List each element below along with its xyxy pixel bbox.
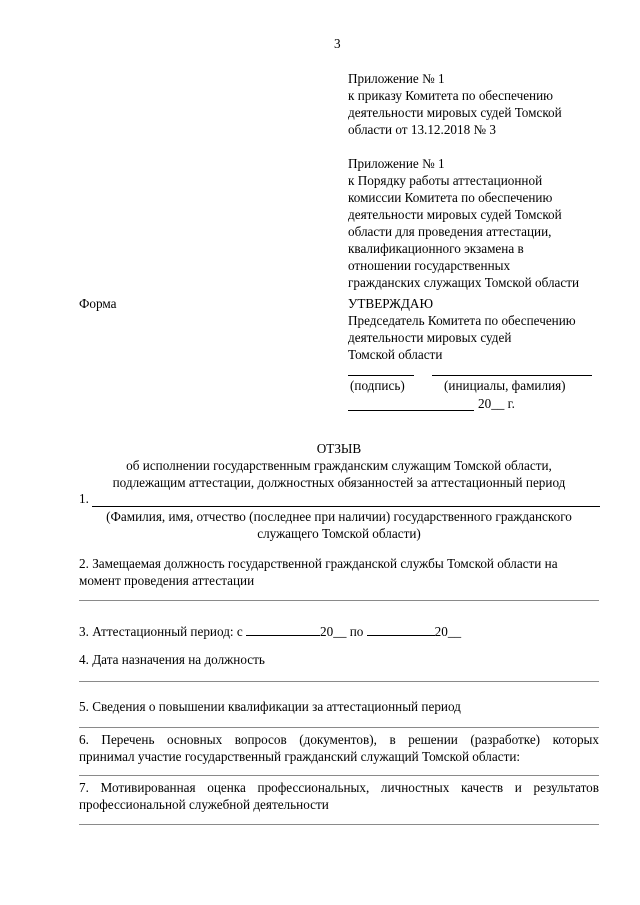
item-1-caption-line: служащего Томской области): [257, 526, 421, 541]
appendix-1-line: к приказу Комитета по обеспечению: [348, 88, 554, 103]
item-3-to-field[interactable]: [367, 622, 435, 636]
appendix-1-line: Приложение № 1: [348, 71, 445, 86]
review-subtitle-line: об исполнении государственным гражданским служащим Томской области,: [126, 458, 552, 473]
item-3-year-from: 20__: [320, 624, 347, 639]
item-5-text: 5. Сведения о повышении квалификации за аттестационный период: [79, 699, 461, 714]
item-2-line: момент проведения аттестации: [79, 573, 255, 588]
item-6-line: принимал участие государственный гражданский служащий Томской области:: [79, 749, 521, 764]
appendix-2-line: деятельности мировых судей Томской: [348, 207, 562, 222]
item-4-text: 4. Дата назначения на должность: [79, 652, 265, 667]
signature-line: [348, 375, 414, 376]
item-3-from-field[interactable]: [246, 622, 320, 636]
item-3: [79, 622, 461, 640]
name-caption: (инициалы, фамилия): [444, 378, 566, 393]
approve-year: 20__ г.: [478, 396, 515, 411]
approve-title: УТВЕРЖДАЮ: [348, 296, 434, 311]
item-2-fill-line[interactable]: [79, 600, 599, 601]
appendix-1-line: области от 13.12.2018 № 3: [348, 122, 496, 137]
date-line: [348, 410, 474, 411]
item-4-fill-line[interactable]: [79, 681, 599, 682]
appendix-2-line: к Порядку работы аттестационной: [348, 173, 543, 188]
item-7-line: профессиональной служебной деятельности: [79, 797, 329, 812]
item-1-fill-line[interactable]: [92, 506, 600, 507]
item-3-year-to: 20__: [434, 624, 462, 639]
item-5-fill-line[interactable]: [79, 727, 599, 728]
item-7-fill-line[interactable]: [79, 824, 599, 825]
appendix-2-line: отношении государственных: [348, 258, 511, 273]
approve-line: Председатель Комитета по обеспечению: [348, 313, 576, 328]
item-3-label: 3. Аттестационный период: с: [79, 624, 243, 639]
item-1-number: 1.: [79, 491, 89, 506]
item-6-fill-line[interactable]: [79, 775, 599, 776]
form-label: Форма: [79, 296, 117, 311]
page-number: 3: [334, 36, 341, 51]
review-subtitle-line: подлежащим аттестации, должностных обязанностей за аттестационный период: [112, 475, 566, 490]
name-line: [432, 375, 592, 376]
appendix-2-line: области для проведения аттестации,: [348, 224, 552, 239]
review-title: ОТЗЫВ: [316, 441, 362, 456]
item-6-line: 6. Перечень основных вопросов (документов), в решении (разработке) которых: [79, 732, 599, 747]
approve-line: Томской области: [348, 347, 443, 362]
signature-caption: (подпись): [350, 378, 405, 393]
appendix-2-line: комиссии Комитета по обеспечению: [348, 190, 553, 205]
item-2-line: 2. Замещаемая должность государственной гражданской службы Томской области на: [79, 556, 558, 571]
item-7-line: 7. Мотивированная оценка профессиональных, личностных качеств и результатов: [79, 780, 599, 795]
appendix-2-line: Приложение № 1: [348, 156, 445, 171]
appendix-2-line: квалификационного экзамена в: [348, 241, 524, 256]
item-3-to-label: по: [349, 624, 364, 639]
appendix-2-line: гражданских служащих Томской области: [348, 275, 580, 290]
appendix-1-line: деятельности мировых судей Томской: [348, 105, 562, 120]
approve-line: деятельности мировых судей: [348, 330, 512, 345]
item-1-caption-line: (Фамилия, имя, отчество (последнее при наличии) государственного гражданского: [106, 509, 572, 524]
